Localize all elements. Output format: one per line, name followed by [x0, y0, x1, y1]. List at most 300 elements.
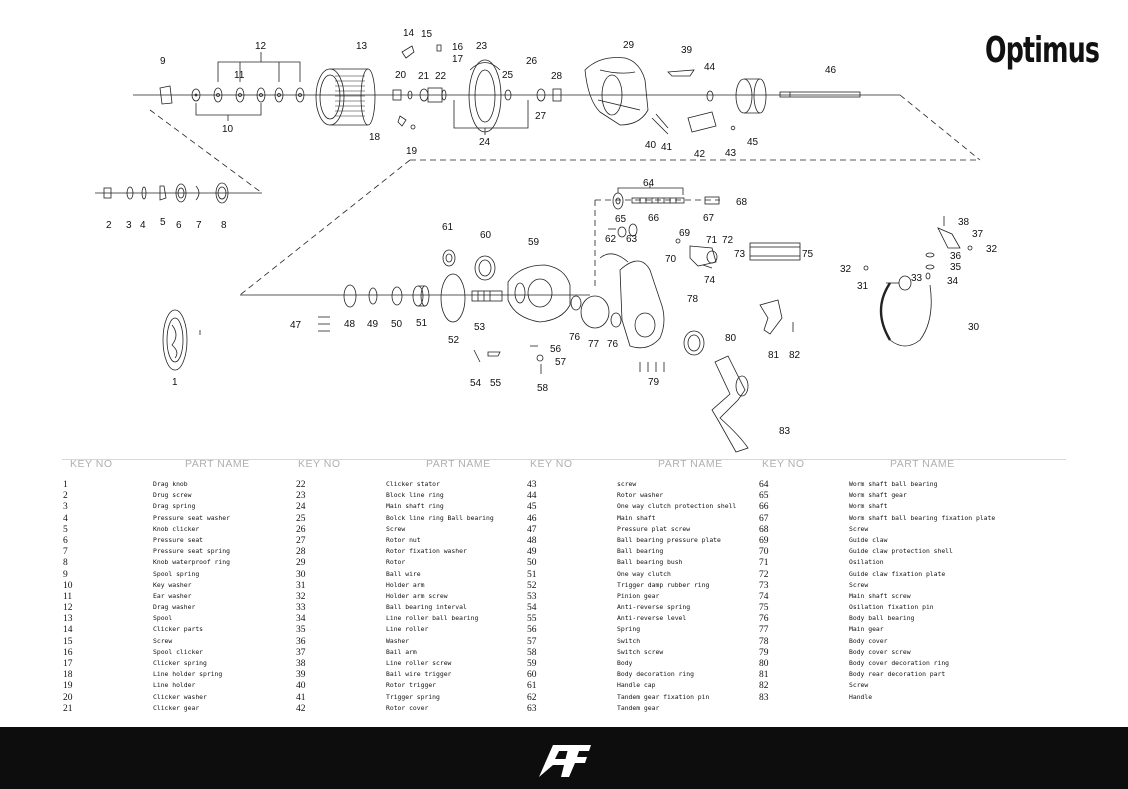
callout: 45 — [747, 137, 759, 148]
part-name: Clicker parts — [153, 625, 204, 634]
part-name: Block line ring — [386, 491, 444, 500]
part-number: 28 — [296, 547, 306, 558]
callout: 42 — [694, 149, 706, 160]
header-key-no-2: KEY NO — [298, 458, 341, 470]
callout: 61 — [442, 222, 454, 233]
callout: 77 — [588, 339, 600, 350]
part-number: 17 — [63, 659, 73, 669]
callout: 62 — [605, 234, 617, 245]
part-name: Main shaft — [617, 513, 656, 522]
callout: 46 — [825, 65, 837, 76]
part-name: Body decoration ring — [617, 670, 694, 679]
part-name: Anti-reverse level — [617, 614, 687, 623]
axis-line-left — [150, 110, 262, 193]
part-number: 14 — [63, 625, 73, 636]
bracket-10 — [196, 103, 261, 115]
part-name: Worm shaft — [849, 502, 888, 511]
part-18 — [398, 116, 406, 126]
part-number: 40 — [296, 681, 306, 692]
part-31 — [886, 276, 911, 290]
part-number: 33 — [296, 603, 306, 614]
part-number: 62 — [527, 692, 537, 703]
part-number: 5 — [63, 524, 68, 535]
part-83-handle — [712, 356, 748, 452]
footer-bar — [0, 727, 1128, 789]
part-name: Rotor cover — [386, 703, 429, 712]
bracket-64 — [618, 188, 683, 195]
part-number: 13 — [63, 614, 73, 625]
part-name: Handle cap — [617, 681, 656, 690]
part-47-screws — [318, 317, 330, 331]
header-part-name-2: PART NAME — [426, 458, 491, 470]
part-number: 43 — [527, 480, 537, 490]
part-name: Ball bearing bush — [617, 558, 683, 567]
callout: 48 — [344, 319, 356, 330]
part-name: One way clutch — [617, 569, 671, 578]
part-number: 45 — [527, 502, 537, 513]
part-name: Osilation — [849, 558, 884, 567]
part-name: Line roller ball bearing — [386, 614, 479, 623]
part-name: Drag knob — [153, 480, 188, 488]
part-name: Line roller screw — [386, 659, 452, 667]
part-number: 68 — [759, 524, 769, 535]
part-40 — [652, 118, 668, 134]
part-number: 1 — [63, 480, 68, 490]
callout: 54 — [470, 378, 482, 389]
part-16 — [437, 45, 441, 51]
part-number: 67 — [759, 513, 769, 524]
part-name: Rotor nut — [386, 535, 421, 544]
part-name: Spool clicker — [153, 647, 204, 656]
part-name: Anti-reverse spring — [617, 603, 691, 612]
axis-line-diagonal — [240, 160, 410, 295]
part-number: 81 — [759, 670, 769, 681]
part-number: 60 — [527, 670, 537, 681]
part-name: One way clutch protection shell — [617, 502, 737, 511]
part-name: Washer — [386, 636, 410, 645]
part-name: Clicker stator — [386, 480, 440, 488]
callout: 13 — [356, 41, 368, 52]
part-number: 61 — [527, 681, 537, 692]
callout: 43 — [725, 148, 737, 159]
callout: 10 — [222, 124, 234, 135]
callout: 36 — [950, 251, 962, 262]
callout: 74 — [704, 275, 716, 286]
part-number: 44 — [527, 491, 537, 502]
callout: 23 — [476, 41, 488, 52]
part-43 — [731, 126, 735, 130]
callout: 69 — [679, 228, 691, 239]
header-part-name-1: PART NAME — [185, 458, 250, 470]
part-81 — [760, 300, 782, 334]
part-name: Ball bearing — [617, 547, 664, 556]
part-number: 76 — [759, 614, 769, 625]
part-66-worm — [632, 198, 684, 203]
part-number: 41 — [296, 692, 306, 703]
callout: 7 — [196, 220, 202, 231]
part-41 — [656, 114, 668, 128]
part-number: 3 — [63, 502, 68, 513]
part-number: 78 — [759, 636, 769, 647]
part-number: 4 — [63, 513, 68, 524]
part-name: Screw — [153, 636, 173, 645]
parts-col2-names — [386, 479, 494, 714]
header-part-name-3: PART NAME — [658, 458, 723, 470]
callout: 39 — [681, 45, 693, 56]
callout: 29 — [623, 40, 635, 51]
part-name: Clicker washer — [153, 692, 207, 701]
part-name: Line holder spring — [153, 670, 223, 679]
part-number: 69 — [759, 535, 769, 546]
part-name: Ball bearing interval — [386, 603, 467, 612]
part-number: 12 — [63, 603, 73, 614]
part-number: 59 — [527, 659, 537, 669]
part-80 — [684, 331, 704, 355]
callout: 41 — [661, 142, 673, 153]
parts-col1-numbers — [63, 480, 73, 715]
callout: 59 — [528, 237, 540, 248]
part-44 — [707, 91, 713, 101]
part-name: screw — [617, 480, 637, 488]
callout: 21 — [418, 71, 430, 82]
part-13-spool — [316, 69, 375, 125]
part-name: Tandem gear — [617, 703, 660, 712]
part-number: 20 — [63, 692, 73, 703]
part-50 — [392, 287, 402, 305]
part-name: Worm shaft gear — [849, 491, 907, 500]
callout: 73 — [734, 249, 746, 260]
callout: 50 — [391, 319, 403, 330]
part-number: 55 — [527, 614, 537, 625]
callout: 72 — [722, 235, 734, 246]
callout: 47 — [290, 320, 302, 331]
bracket-24 — [454, 100, 528, 128]
part-number: 22 — [296, 480, 306, 490]
part-number: 30 — [296, 569, 306, 580]
callout: 4 — [140, 220, 146, 231]
callout: 38 — [958, 217, 970, 228]
part-name: Rotor trigger — [386, 681, 437, 690]
part-45 — [736, 79, 766, 113]
part-name: Guide claw fixation plate — [849, 569, 946, 578]
part-name: Main gear — [849, 625, 884, 634]
part-number: 31 — [296, 580, 306, 591]
part-number: 21 — [63, 703, 73, 714]
part-name: Trigger spring — [386, 692, 440, 701]
callout: 15 — [421, 29, 433, 40]
part-23 — [469, 60, 501, 132]
part-number: 51 — [527, 569, 537, 580]
part-number: 74 — [759, 591, 769, 602]
part-name: Holder arm screw — [386, 591, 448, 600]
part-name: Guide claw — [849, 535, 888, 544]
parts-col4-numbers — [759, 480, 769, 704]
part-name: Rotor washer — [617, 491, 664, 500]
part-number: 71 — [759, 558, 769, 569]
axis-line-top-right — [900, 95, 980, 160]
part-61 — [443, 250, 455, 266]
part-number: 52 — [527, 580, 537, 591]
part-number: 47 — [527, 524, 537, 535]
part-76b — [611, 313, 621, 327]
part-29-rotor — [585, 58, 648, 126]
part-number: 18 — [63, 670, 73, 681]
callout: 56 — [550, 344, 562, 355]
part-name: Spool — [153, 614, 173, 623]
callout: 65 — [615, 214, 627, 225]
part-name: Drag spring — [153, 502, 196, 511]
callout: 22 — [435, 71, 447, 82]
part-name: Worm shaft ball bearing — [849, 480, 938, 488]
part-79-screws — [640, 362, 664, 372]
part-number: 57 — [527, 636, 537, 647]
callout: 34 — [947, 276, 959, 287]
callout: 37 — [972, 229, 984, 240]
callout: 55 — [490, 378, 502, 389]
part-name: Worm shaft ball bearing fixation plate — [849, 513, 996, 522]
part-name: Screw — [386, 524, 406, 533]
part-65 — [618, 227, 626, 237]
callout: 20 — [395, 70, 407, 81]
part-name: Switch — [617, 636, 641, 645]
part-name: Screw — [849, 681, 869, 690]
part-name: Pressure plat screw — [617, 524, 691, 533]
part-51 — [413, 286, 429, 306]
callout: 18 — [369, 132, 381, 143]
part-76a — [571, 296, 581, 310]
part-number: 23 — [296, 491, 306, 502]
part-59-body — [508, 265, 570, 322]
part-number: 48 — [527, 535, 537, 546]
part-name: Ear washer — [153, 591, 192, 600]
part-name: Drag washer — [153, 603, 196, 612]
callout: 76 — [569, 332, 581, 343]
part-number: 32 — [296, 591, 306, 602]
part-number: 56 — [527, 625, 537, 636]
part-1-drag-knob — [163, 310, 200, 370]
part-name: Knob waterproof ring — [153, 558, 230, 567]
callout: 51 — [416, 318, 428, 329]
part-number: 42 — [296, 703, 306, 714]
callout: 57 — [555, 357, 567, 368]
parts-col1-names — [153, 479, 230, 714]
part-number: 39 — [296, 670, 306, 681]
part-number: 46 — [527, 513, 537, 524]
part-39 — [668, 70, 694, 76]
callout: 12 — [255, 41, 267, 52]
part-number: 26 — [296, 524, 306, 535]
callout: 44 — [704, 62, 716, 73]
parts-col3-numbers — [527, 480, 537, 715]
callout: 53 — [474, 322, 486, 333]
part-name: Clicker spring — [153, 659, 207, 667]
part-78-body-cover — [600, 254, 664, 348]
part-name: Body — [617, 659, 633, 667]
part-name: Osilation fixation pin — [849, 603, 934, 612]
part-name: Bail arm — [386, 647, 417, 656]
part-name: Trigger damp rubber ring — [617, 580, 710, 589]
callout: 58 — [537, 383, 549, 394]
brand-logo: Optimus — [985, 30, 1100, 71]
part-19 — [411, 125, 415, 129]
part-55 — [488, 352, 500, 356]
callout: 63 — [626, 234, 638, 245]
callout: 81 — [768, 350, 780, 361]
part-77 — [581, 296, 609, 328]
callout: 1 — [172, 377, 178, 388]
part-number: 49 — [527, 547, 537, 558]
part-number: 83 — [759, 692, 769, 703]
part-54 — [474, 350, 480, 362]
callout: 68 — [736, 197, 748, 208]
part-number: 37 — [296, 647, 306, 658]
part-name: Rotor fixation washer — [386, 547, 467, 556]
part-number: 15 — [63, 636, 73, 647]
part-number: 29 — [296, 558, 306, 569]
part-number: 34 — [296, 614, 306, 625]
part-name: Spring — [617, 625, 641, 634]
header-key-no-1: KEY NO — [70, 458, 113, 470]
part-name: Body cover screw — [849, 647, 911, 656]
part-number: 73 — [759, 580, 769, 591]
callout: 75 — [802, 249, 814, 260]
parts-col2-numbers — [296, 480, 306, 715]
part-60 — [475, 256, 495, 280]
callout: 32 — [986, 244, 998, 255]
part-name: Drug screw — [153, 491, 192, 500]
part-number: 64 — [759, 480, 769, 490]
part-number: 16 — [63, 647, 73, 658]
callout: 40 — [645, 140, 657, 151]
part-number: 27 — [296, 535, 306, 546]
part-number: 80 — [759, 659, 769, 669]
callout: 35 — [950, 262, 962, 273]
part-name: Bail wire trigger — [386, 670, 452, 679]
callout: 2 — [106, 220, 112, 231]
callout: 30 — [968, 322, 980, 333]
part-name: Handle — [849, 692, 873, 701]
part-name: Spool spring — [153, 569, 200, 578]
part-number: 9 — [63, 569, 68, 580]
part-14 — [402, 46, 414, 58]
callout: 28 — [551, 71, 563, 82]
bracket-12 — [218, 62, 300, 82]
part-name: Body rear decoration part — [849, 670, 946, 679]
part-name: Holder arm — [386, 580, 425, 589]
part-64 — [613, 193, 623, 209]
part-name: Key washer — [153, 580, 192, 589]
part-number: 79 — [759, 647, 769, 658]
part-name: Clicker gear — [153, 703, 200, 712]
part-number: 50 — [527, 558, 537, 569]
part-number: 75 — [759, 603, 769, 614]
callout: 6 — [176, 220, 182, 231]
header-key-no-4: KEY NO — [762, 458, 805, 470]
part-53 — [472, 291, 502, 301]
header-part-name-4: PART NAME — [890, 458, 955, 470]
callout: 19 — [406, 146, 418, 157]
part-name: Guide claw protection shell — [849, 547, 953, 556]
callout: 79 — [648, 377, 660, 388]
part-name: Ball bearing pressure plate — [617, 535, 721, 544]
part-46-main-shaft — [780, 92, 860, 97]
part-number: 2 — [63, 491, 68, 502]
part-number: 72 — [759, 569, 769, 580]
callout: 66 — [648, 213, 660, 224]
part-number: 58 — [527, 647, 537, 658]
part-number: 54 — [527, 603, 537, 614]
part-number: 65 — [759, 491, 769, 502]
callout: 64 — [643, 178, 655, 189]
callout: 70 — [665, 254, 677, 265]
callout: 14 — [403, 28, 415, 39]
part-number: 77 — [759, 625, 769, 636]
callout: 83 — [779, 426, 791, 437]
header-key-no-3: KEY NO — [530, 458, 573, 470]
callout: 78 — [687, 294, 699, 305]
part-67 — [705, 197, 719, 204]
part-number: 24 — [296, 502, 306, 513]
part-number: 82 — [759, 681, 769, 692]
part-name: Pressure seat spring — [153, 547, 230, 556]
part-name: Screw — [849, 580, 869, 589]
part-49 — [369, 288, 377, 304]
part-name: Screw — [849, 524, 869, 533]
callout: 49 — [367, 319, 379, 330]
part-number: 25 — [296, 513, 306, 524]
part-name: Main shaft screw — [849, 591, 911, 600]
part-name: Pinion gear — [617, 591, 660, 600]
part-name: Knob clicker — [153, 524, 200, 533]
part-57 — [537, 355, 543, 361]
part-number: 10 — [63, 580, 73, 591]
callout: 60 — [480, 230, 492, 241]
part-number: 35 — [296, 625, 306, 636]
part-name: Body cover decoration ring — [849, 659, 950, 667]
callout: 9 — [160, 56, 166, 67]
part-name: Line roller — [386, 625, 429, 634]
callout: 27 — [535, 111, 547, 122]
part-number: 36 — [296, 636, 306, 647]
callout: 25 — [502, 70, 514, 81]
callout: 52 — [448, 335, 460, 346]
part-name: Bolck line ring Ball bearing — [386, 513, 494, 522]
part-name: Ball wire — [386, 569, 421, 578]
part-name: Body cover — [849, 636, 888, 645]
callout-labels — [106, 28, 998, 437]
part-name: Line holder — [153, 681, 196, 690]
part-name: Rotor — [386, 558, 406, 567]
parts-col4-names — [849, 479, 995, 703]
part-number: 6 — [63, 535, 68, 546]
callout: 31 — [857, 281, 869, 292]
part-number: 63 — [527, 703, 537, 714]
part-number: 53 — [527, 591, 537, 602]
callout: 3 — [126, 220, 132, 231]
callout: 82 — [789, 350, 801, 361]
callout: 8 — [221, 220, 227, 231]
part-name: Switch screw — [617, 647, 664, 656]
part-number: 38 — [296, 659, 306, 669]
callout: 26 — [526, 56, 538, 67]
callout: 33 — [911, 273, 923, 284]
part-name: Tandem gear fixation pin — [617, 692, 710, 701]
part-number: 70 — [759, 547, 769, 558]
parts-col3-names — [617, 479, 736, 714]
callout: 32 — [840, 264, 852, 275]
part-number: 66 — [759, 502, 769, 513]
part-number: 7 — [63, 547, 68, 558]
